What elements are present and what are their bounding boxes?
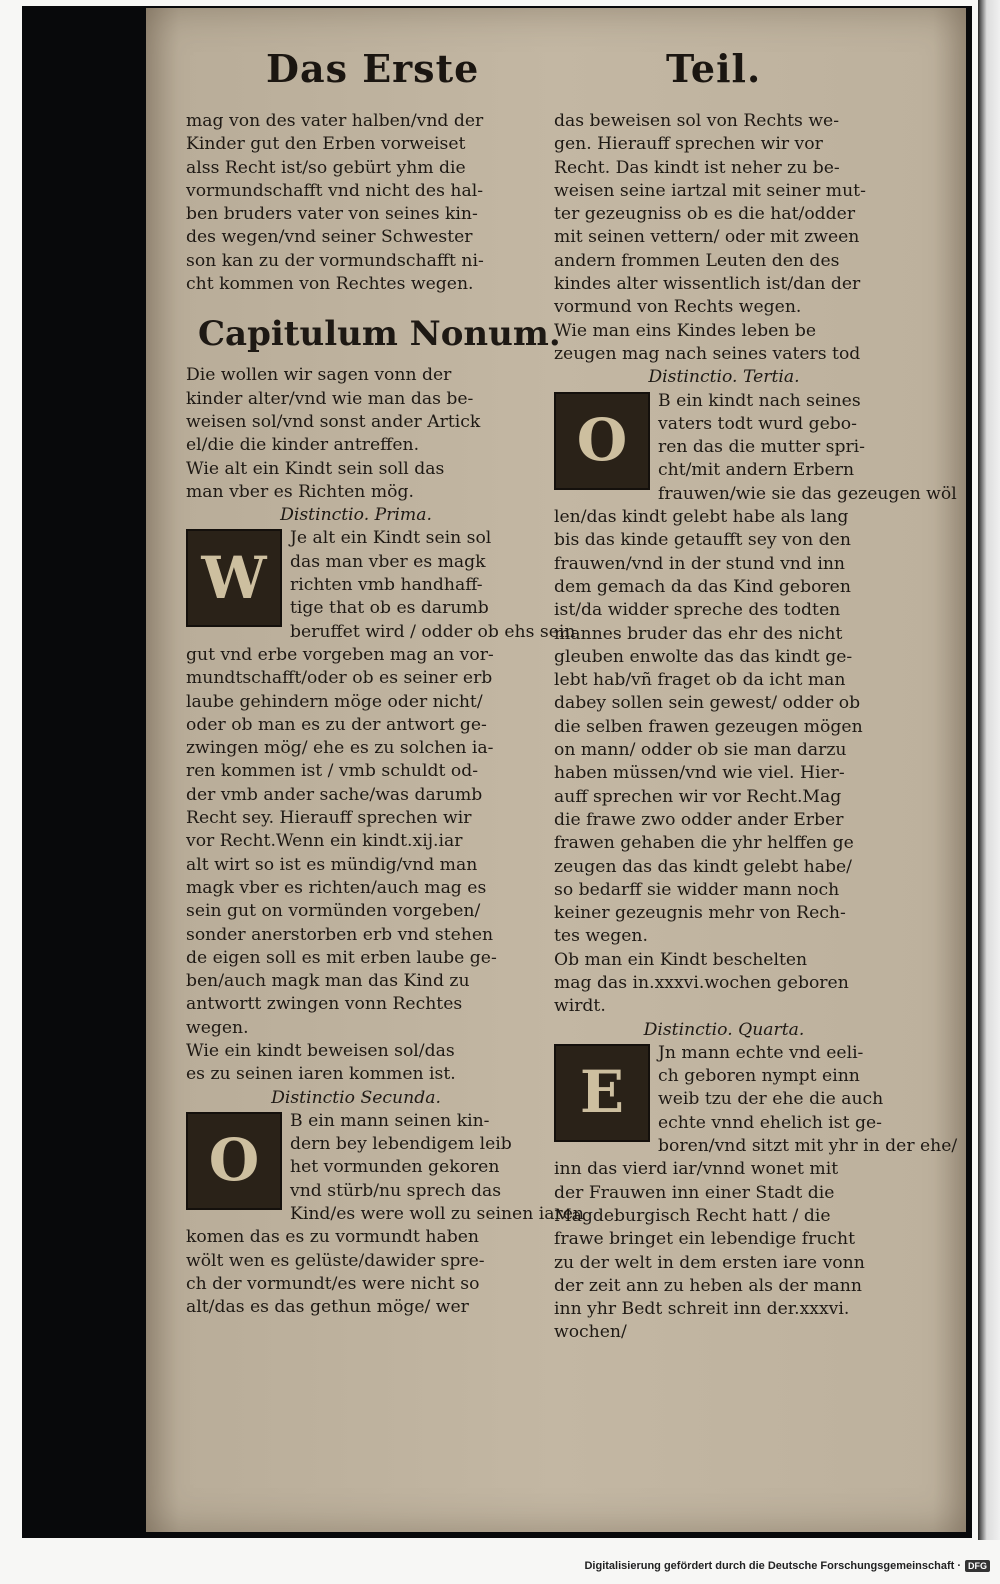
text-line: B ein kindt nach seines [658,390,861,411]
text-line: ist/da widder spreche des todten [554,600,841,621]
text-line: el/die die kinder antreffen. [186,435,420,456]
running-head-left: Das Erste [266,46,480,91]
right-column [554,110,958,1345]
text-line: ren kommen ist / vmb schuldt od- [186,761,479,782]
text-line: Wie ein kindt beweisen sol/das [186,1040,455,1061]
text-line: laube gehindern möge oder nicht/ [186,691,483,712]
text-line: B ein mann seinen kin- [290,1110,490,1131]
text-line: der zeit ann zu heben als der mann [554,1275,862,1296]
text-line: wochen/ [554,1322,627,1343]
text-line: mannes bruder das ehr des nicht [554,623,843,644]
decorated-initial: O [554,392,650,490]
text-line: len/das kindt gelebt habe als lang [554,507,849,528]
text-line: der Frauwen inn einer Stadt die [554,1182,835,1203]
text-line: oder ob man es zu der antwort ge- [186,714,487,735]
text-line: auff sprechen wir vor Recht.Mag [554,786,842,807]
text-line: zeugen mag nach seines vaters tod [554,343,861,364]
text-line: kindes alter wissentlich ist/dan der [554,274,861,295]
text-line: frauwen/vnd in der stund vnd inn [554,553,845,574]
text-line: alss Recht ist/so gebürt yhm die [186,157,466,178]
text-line: vnd stürb/nu sprech das [290,1180,502,1201]
text-line: Kind/es were woll zu seinen iaren [290,1204,584,1225]
text-line: haben müssen/vnd wie viel. Hier- [554,763,845,784]
text-line: vor Recht.Wenn ein kindt.xij.iar [186,831,463,852]
text-line: tige that ob es darumb [290,598,489,619]
text-line: weisen sol/vnd sonst ander Artick [186,411,481,432]
decorated-initial: W [186,529,282,627]
text-line: frawe bringet ein lebendige frucht [554,1229,855,1250]
text-line: magk vber es richten/auch mag es [186,877,487,898]
text-line: gleuben enwolte das das kindt ge- [554,646,853,667]
running-head-right: Teil. [666,46,762,91]
text-line: mundtschafft/oder ob es seiner erb [186,668,493,689]
text-line: der vmb ander sache/was darumb [186,784,483,805]
text-line: Magdeburgisch Recht hatt / die [554,1205,831,1226]
text-line: kinder alter/vnd wie man das be- [186,388,474,409]
text-line: das man vber es magk [290,551,486,572]
text-line: wirdt. [554,996,606,1017]
text-line: sonder anerstorben erb vnd stehen [186,924,494,945]
text-line: Kinder gut den Erben vorweiset [186,134,466,155]
text-block [186,364,526,504]
text-line: cht/mit andern Erbern [658,460,855,481]
text-line: komen das es zu vormundt haben [186,1227,479,1248]
book-page [146,8,966,1532]
text-block [554,110,894,366]
text-line: so bedarff sie widder mann noch [554,879,840,900]
text-line: alt/das es das gethun möge/ wer [186,1297,469,1318]
text-line: ben/auch magk man das Kind zu [186,971,470,992]
text-line: dem gemach da das Kind geboren [554,576,851,597]
text-line: ch der vormundt/es were nicht so [186,1273,480,1294]
section-heading: Distinctio. Tertia. [648,367,800,388]
text-line: keiner gezeugnis mehr von Rech- [554,903,846,924]
text-line: zeugen das das kindt gelebt habe/ [554,856,852,877]
footer-text: Digitalisierung gefördert durch die Deutsche Forschungsgemeinschaft · [584,1560,961,1572]
text-line: gut vnd erbe vorgeben mag an vor- [186,644,494,665]
text-line: ben bruders vater von seines kin- [186,204,478,225]
text-line: vormund von Rechts wegen. [554,297,802,318]
text-line: dabey sollen sein gewest/ odder ob [554,693,861,714]
text-line: lebt hab/vñ fraget ob da icht man [554,670,846,691]
section-heading: Distinctio Secunda. [271,1087,441,1108]
chapter-title: Capitulum Nonum. [198,314,561,355]
text-line: Wie man eins Kindes leben be [554,320,817,341]
text-line: Jn mann echte vnd eeli- [658,1042,864,1063]
text-line: inn das vierd iar/vnnd wonet mit [554,1159,839,1180]
text-line: die selben frawen gezeugen mögen [554,716,863,737]
text-line: frauwen/wie sie das gezeugen wöl [658,483,957,504]
text-line: weisen seine iartzal mit seiner mut- [554,180,866,201]
text-line: frawen gehaben die yhr helffen ge [554,833,854,854]
text-line: man vber es Richten mög. [186,481,414,502]
section-heading: Distinctio. Prima. [280,505,432,526]
dfg-logo-icon: DFG [965,1560,990,1572]
text-line: het vormunden gekoren [290,1157,500,1178]
text-line: Wie alt ein Kindt sein soll das [186,458,445,479]
text-block [186,110,526,296]
text-line: Recht sey. Hierauff sprechen wir [186,808,472,829]
page-edge [978,0,1000,1540]
text-line: bis das kinde getaufft sey von den [554,530,851,551]
text-line: tes wegen. [554,926,648,947]
text-line: dern bey lebendigem leib [290,1134,512,1155]
text-line: gen. Hierauff sprechen wir vor [554,134,823,155]
text-line: des wegen/vnd seiner Schwester [186,227,473,248]
text-line: ch geboren nympt einn [658,1066,860,1087]
text-line: ren das die mutter spri- [658,437,865,458]
text-line: on mann/ odder ob sie man darzu [554,740,847,761]
text-line: ter gezeugniss ob es die hat/odder [554,204,856,225]
section-heading: Distinctio. Quarta. [643,1019,805,1040]
footer-credit [584,1560,990,1572]
text-line: alt wirt so ist es mündig/vnd man [186,854,478,875]
text-line: zu der welt in dem ersten iare vonn [554,1252,865,1273]
text-line: andern frommen Leuten den des [554,250,840,271]
text-line: vaters todt wurd gebo- [658,413,857,434]
text-line: mag das in.xxxvi.wochen geboren [554,972,849,993]
text-line: de eigen soll es mit erben laube ge- [186,947,497,968]
text-line: son kan zu der vormundschafft ni- [186,250,484,271]
text-line: antwortt zwingen vonn Rechtes [186,994,463,1015]
text-line: das beweisen sol von Rechts we- [554,111,840,131]
text-line: richten vmb handhaff- [290,575,483,596]
text-line: vormundschafft vnd nicht des hal- [186,180,484,201]
text-line: inn yhr Bedt schreit inn der.xxxvi. [554,1299,850,1320]
text-line: echte vnnd ehelich ist ge- [658,1112,882,1133]
text-line: Ob man ein Kindt beschelten [554,949,808,970]
text-line: beruffet wird / odder ob ehs sein [290,621,576,642]
text-line: Die wollen wir sagen vonn der [186,365,452,386]
text-line: es zu seinen iaren kommen ist. [186,1064,456,1085]
decorated-initial: O [186,1112,282,1210]
decorated-initial: E [554,1044,650,1142]
text-line: boren/vnd sitzt mit yhr in der ehe/ [658,1136,958,1157]
text-line: Je alt ein Kindt sein sol [290,528,492,549]
text-line: zwingen mög/ ehe es zu solchen ia- [186,738,494,759]
text-line: wölt wen es gelüste/dawider spre- [186,1250,485,1271]
text-line: wegen. [186,1017,249,1038]
text-line: cht kommen von Rechtes wegen. [186,274,474,295]
text-line: die frawe zwo odder ander Erber [554,809,844,830]
text-line: Recht. Das kindt ist neher zu be- [554,157,840,178]
text-line: mit seinen vettern/ oder mit zween [554,227,860,248]
text-line: sein gut on vormünden vorgeben/ [186,901,481,922]
text-line: mag von des vater halben/vnd der [186,111,484,131]
text-line: weib tzu der ehe die auch [658,1089,884,1110]
